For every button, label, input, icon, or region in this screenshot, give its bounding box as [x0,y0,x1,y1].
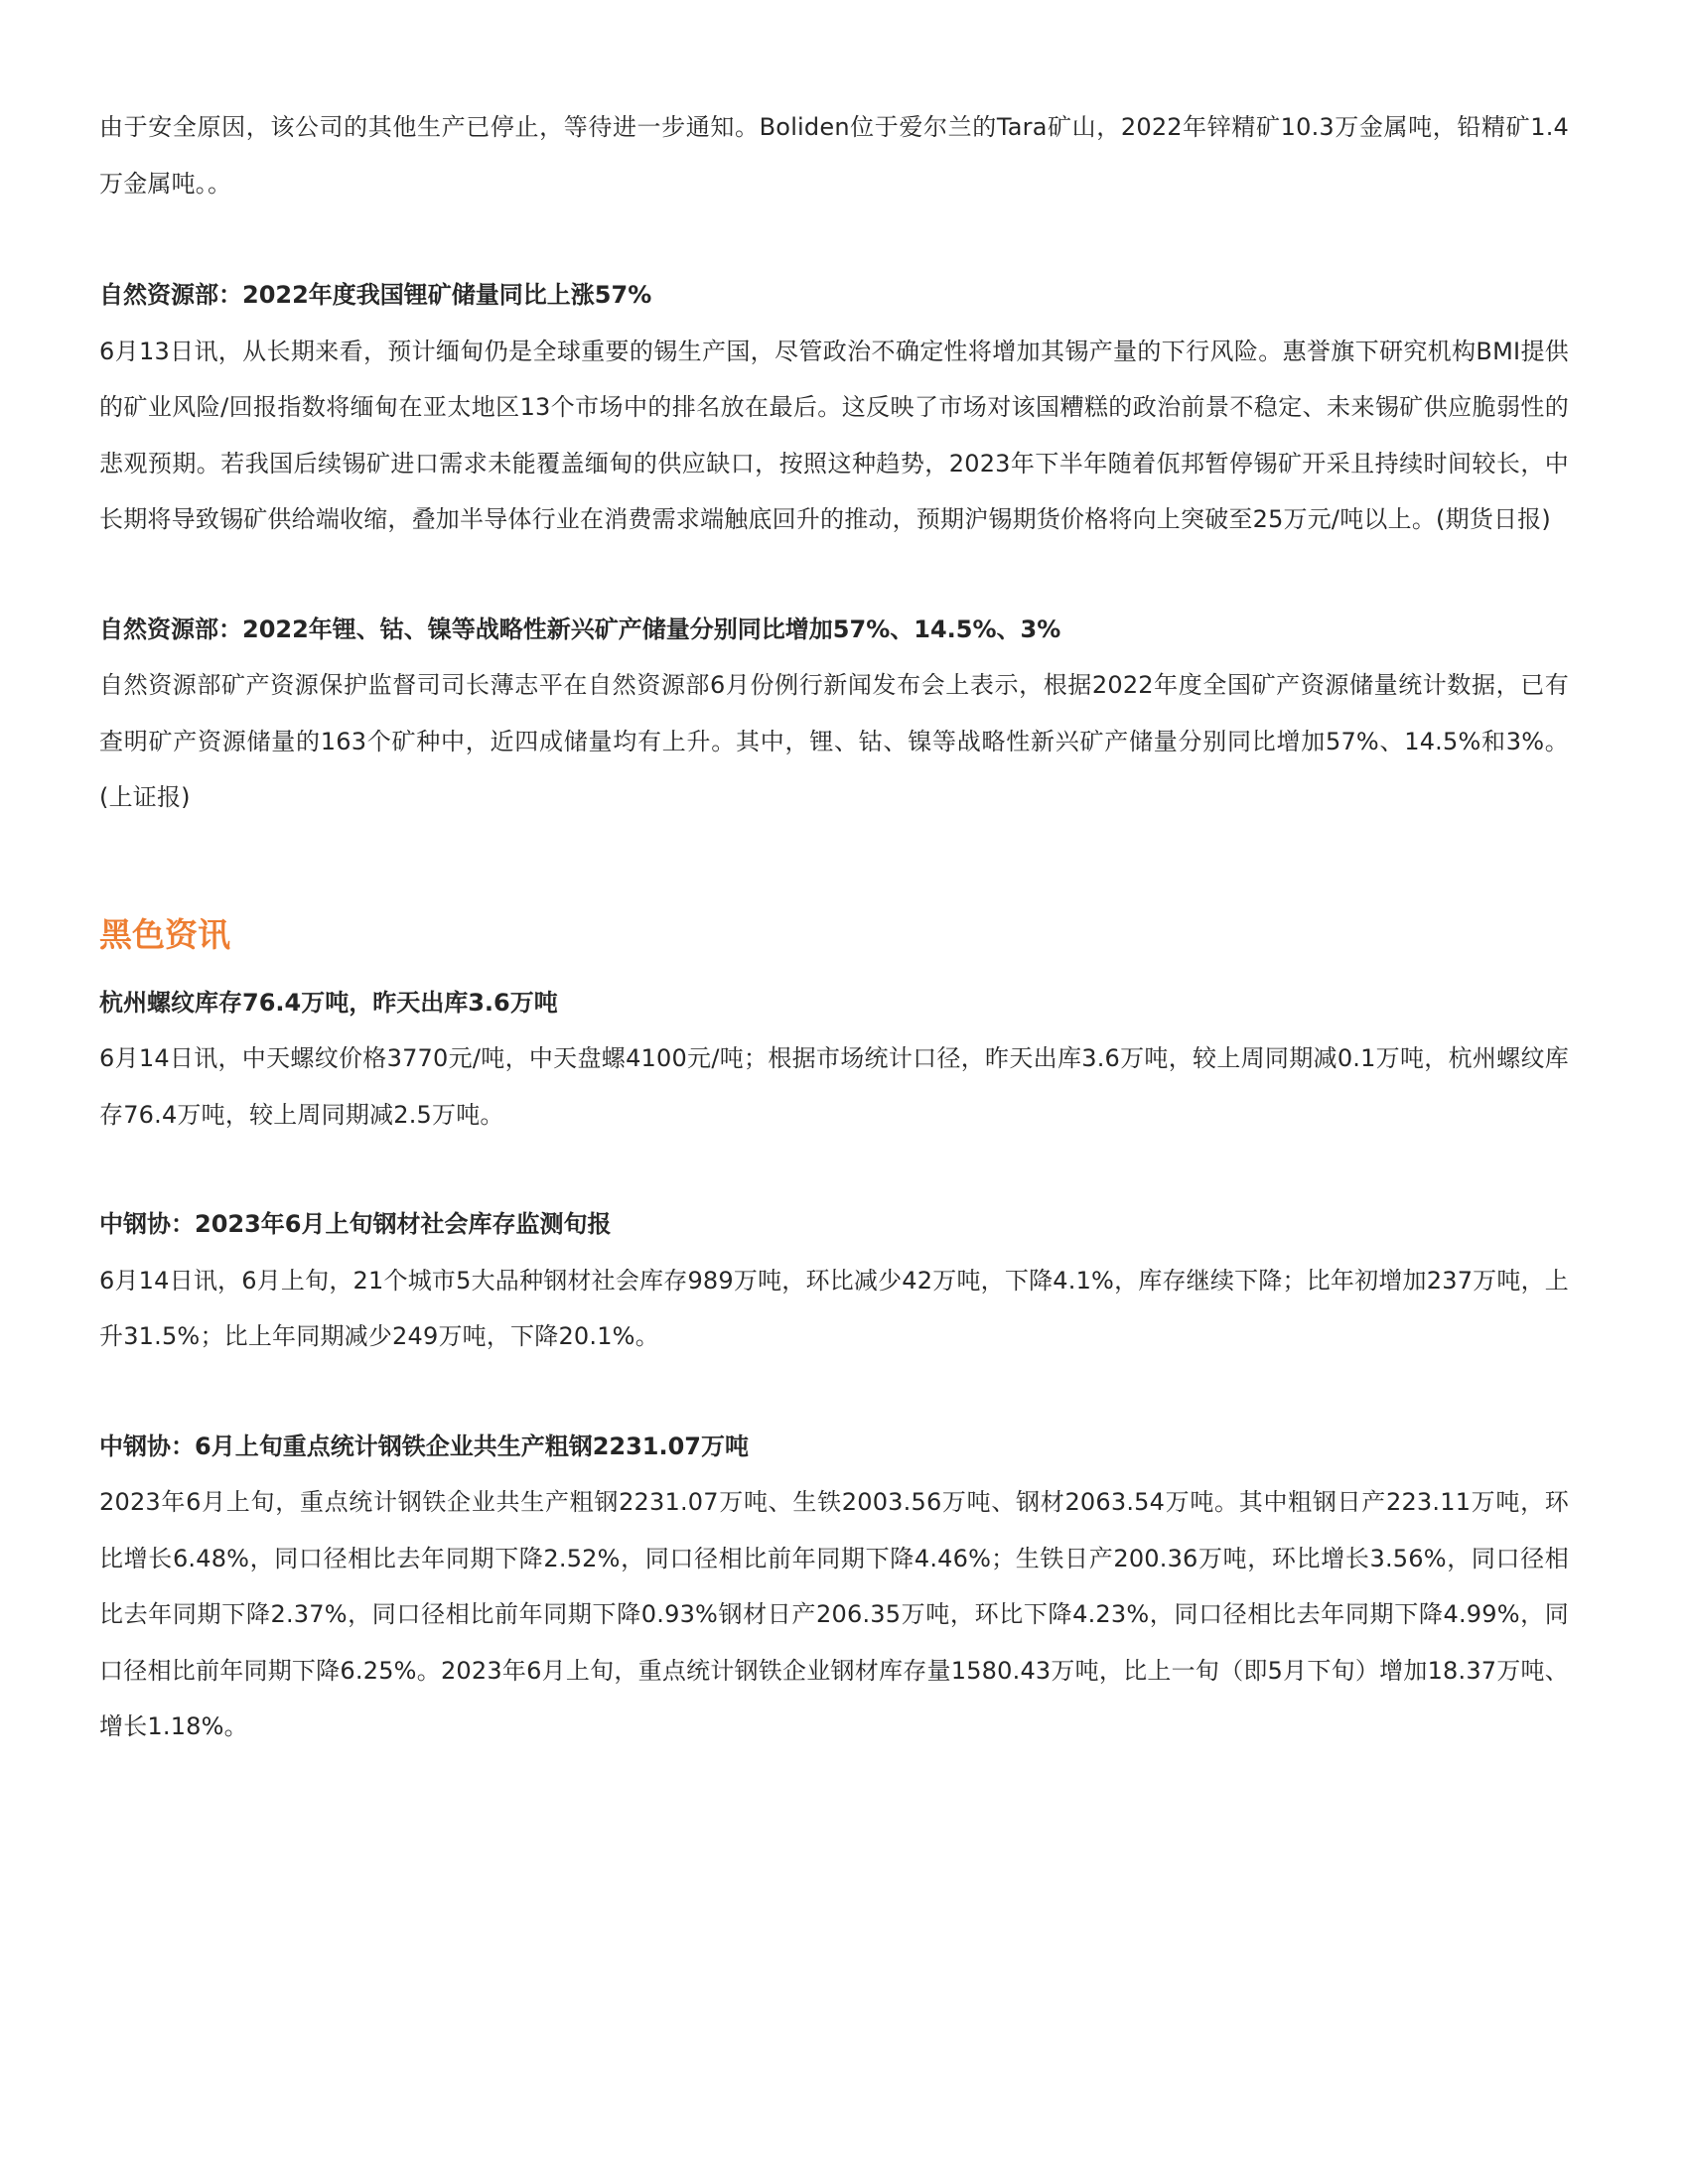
intro-paragraph: 由于安全原因，该公司的其他生产已停止，等待进一步通知。Boliden位于爱尔兰的Tara矿山，2022年锌精矿10.3万金属吨，铅精矿1.4万金属吨。。 [99,113,1569,198]
document-page [99,99,1569,1809]
article-title: 自然资源部：2022年锂、钴、镍等战略性新兴矿产储量分别同比增加57%、14.5%、3% [99,614,1061,643]
article-body: 2023年6月上旬，重点统计钢铁企业共生产粗钢2231.07万吨、生铁2003.56万吨、钢材2063.54万吨。其中粗钢日产223.11万吨，环比增长6.48%，同口径相比去年同期下降2.52%，同口径相比前年同期下降4.46%；生铁日产200.36万吨，环比增长3.56%，同口径相比去年同期下降2.37%，同口径相比前年同期下降0.93%钢材日产206.35万吨，环比下降4.23%，同口径相比去年同期下降4.99%，同口径相比前年同期下降6.25%。2023年6月上旬，重点统计钢铁企业钢材库存量1580.43万吨，比上一旬（即5月下旬）增加18.37万吨、增长1.18%。 [99,1488,1569,1740]
article-title: 自然资源部：2022年度我国锂矿储量同比上涨57% [99,281,652,309]
article-title: 杭州螺纹库存76.4万吨，昨天出库3.6万吨 [99,988,558,1017]
article-body: 6月14日讯，中天螺纹价格3770元/吨，中天盘螺4100元/吨；根据市场统计口径，昨天出库3.6万吨，较上周同期减0.1万吨，杭州螺纹库存76.4万吨，较上周同期减2.5万吨。 [99,1044,1569,1129]
article-body: 6月14日讯，6月上旬，21个城市5大品种钢材社会库存989万吨，环比减少42万吨，下降4.1%，库存继续下降；比年初增加237万吨，上升31.5%；比上年同期减少249万吨，下降20.1%。 [99,1266,1569,1350]
article-hangzhou-rebar [99,975,1569,1144]
article-steel-inventory [99,1196,1569,1365]
section-heading-ferrous-news: 黑色资讯 [99,914,230,954]
article-lithium-reserves [99,267,1569,548]
article-title: 中钢协：2023年6月上旬钢材社会库存监测旬报 [99,1210,612,1238]
article-body: 自然资源部矿产资源保护监督司司长薄志平在自然资源部6月份例行新闻发布会上表示，根据2022年度全国矿产资源储量统计数据，已有查明矿产资源储量的163个矿种中，近四成储量均有上升。其中，锂、钴、镍等战略性新兴矿产储量分别同比增加57%、14.5%和3%。(上证报) [99,671,1569,811]
article-body: 6月13日讯，从长期来看，预计缅甸仍是全球重要的锡生产国，尽管政治不确定性将增加其锡产量的下行风险。惠誉旗下研究机构BMI提供的矿业风险/回报指数将缅甸在亚太地区13个市场中的排名放在最后。这反映了市场对该国糟糕的政治前景不稳定、未来锡矿供应脆弱性的悲观预期。若我国后续锡矿进口需求未能覆盖缅甸的供应缺口，按照这种趋势，2023年下半年随着佤邦暂停锡矿开采且持续时间较长，中长期将导致锡矿供给端收缩，叠加半导体行业在消费需求端触底回升的推动，预期沪锡期货价格将向上突破至25万元/吨以上。(期货日报) [99,337,1569,533]
intro-block [99,99,1569,211]
article-crude-steel-output [99,1419,1569,1755]
article-strategic-minerals [99,602,1569,826]
article-title: 中钢协：6月上旬重点统计钢铁企业共生产粗钢2231.07万吨 [99,1432,750,1460]
